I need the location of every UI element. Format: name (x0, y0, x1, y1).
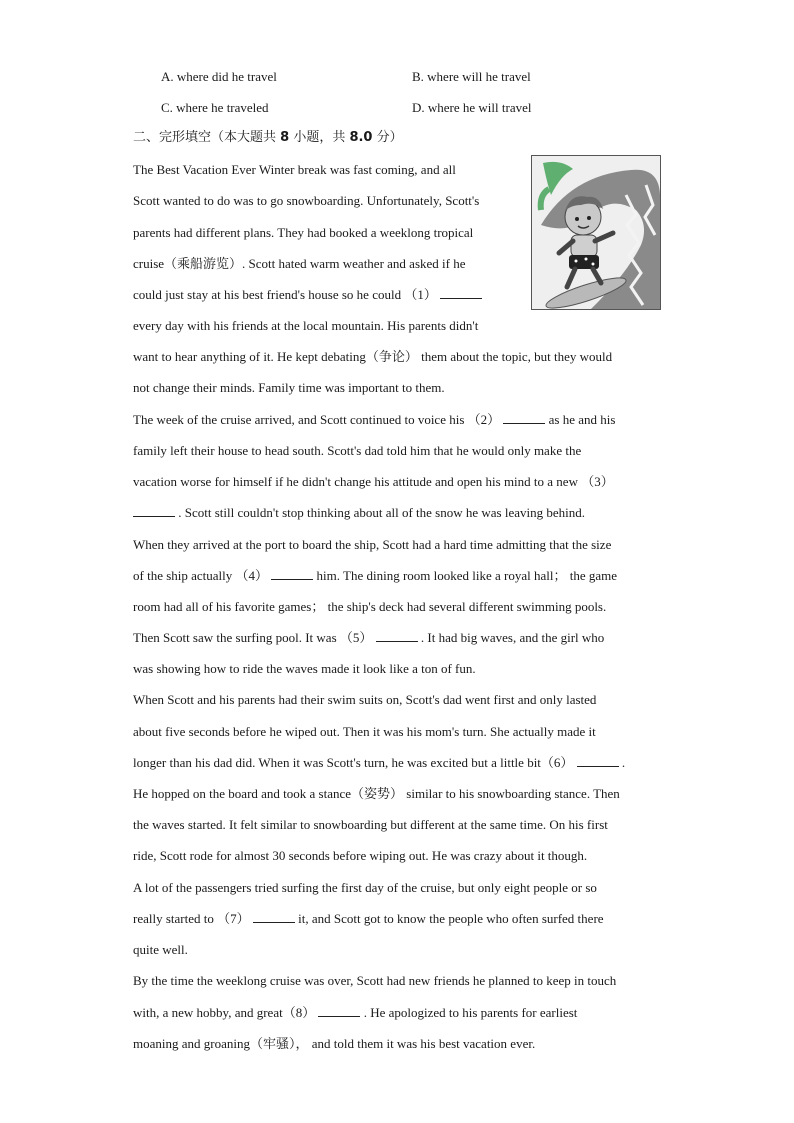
section-heading: 二、完形填空（本大题共 8 小题，共 8.0 分） (133, 130, 403, 145)
passage-text: quite well. (133, 942, 188, 957)
passage-text: the waves started. It felt similar to snowboarding but different at the same time. On his first (133, 817, 608, 832)
answer-blank[interactable] (440, 287, 482, 299)
passage-text: Then Scott saw the surfing pool. It was （5） (133, 630, 376, 645)
passage-line (133, 880, 597, 896)
passage-line (133, 755, 625, 771)
option-c: C. where he traveled (161, 100, 269, 115)
passage-line (133, 505, 585, 521)
passage-line (133, 162, 456, 178)
answer-blank[interactable] (376, 630, 418, 642)
passage-line (133, 817, 608, 833)
passage-line (133, 225, 473, 241)
answer-blank[interactable] (271, 568, 313, 580)
passage-text: vacation worse for himself if he didn't change his attitude and open his mind to a new （3） (133, 474, 614, 489)
passage-text: moaning and groaning（牢骚）， and told them it was his best vacation ever. (133, 1036, 536, 1051)
passage-text: really started to （7） (133, 911, 253, 926)
passage-line (133, 287, 482, 303)
passage-line (133, 1036, 535, 1052)
passage-text: room had all of his favorite games； the ship's deck had several different swimming pools. (133, 599, 607, 614)
passage-text: The week of the cruise arrived, and Scott continued to voice his （2） (133, 412, 504, 427)
passage-line (133, 537, 611, 553)
passage-text: about five seconds before he wiped out. Then it was his mom's turn. She actually made it (133, 724, 596, 739)
passage-text: it, and Scott got to know the people who often surfed there (294, 911, 604, 926)
answer-blank[interactable] (577, 755, 619, 767)
passage-text: every day with his friends at the local mountain. His parents didn't (133, 318, 479, 333)
passage-text: him. The dining room looked like a royal hall； the game (313, 568, 618, 583)
passage-text: When Scott and his parents had their swim suits on, Scott's dad went first and only lasted (133, 692, 597, 707)
passage-text: . It had big waves, and the girl who (417, 630, 605, 645)
passage-text: . Scott still couldn't stop thinking about all of the snow he was leaving behind. (175, 505, 585, 520)
passage-line (133, 412, 615, 428)
passage-text: A lot of the passengers tried surfing the first day of the cruise, but only eight people or so (133, 880, 597, 895)
passage-line (133, 848, 587, 864)
passage-line (133, 568, 617, 584)
passage-line (133, 474, 614, 490)
passage-line (133, 380, 445, 396)
passage-text: cruise（乘船游览）. Scott hated warm weather and asked if he (133, 256, 466, 271)
passage-text: could just stay at his best friend's house so he could （1） (133, 287, 441, 302)
passage-text: parents had different plans. They had booked a weeklong tropical (133, 225, 474, 240)
passage-line (133, 942, 188, 958)
passage-line (133, 349, 612, 365)
passage-text: The Best Vacation Ever Winter break was fast coming, and all (133, 162, 456, 177)
passage-line (133, 786, 620, 802)
passage-line (133, 256, 465, 272)
answer-blank[interactable] (133, 505, 175, 517)
passage-line (133, 443, 581, 459)
option-b: B. where will he travel (412, 69, 531, 84)
passage-text: of the ship actually （4） (133, 568, 272, 583)
passage-text: ride, Scott rode for almost 30 seconds before wiping out. He was crazy about it though. (133, 848, 588, 863)
answer-blank[interactable] (503, 412, 545, 424)
passage-text: want to hear anything of it. He kept debating（争论） them about the topic, but they would (133, 349, 613, 364)
passage-line (133, 1005, 577, 1021)
option-d: D. where he will travel (412, 100, 532, 115)
passage-line (133, 661, 476, 677)
passage-line (133, 911, 604, 927)
passage-text: He hopped on the board and took a stance（姿势） similar to his snowboarding stance. Then (133, 786, 620, 801)
passage-line (133, 692, 596, 708)
surfing-boy-illustration (531, 155, 661, 310)
answer-blank[interactable] (253, 911, 295, 923)
passage-text: When they arrived at the port to board the ship, Scott had a hard time admitting that the size (133, 537, 612, 552)
passage-line (133, 724, 596, 740)
passage-text: with, a new hobby, and great（8） (133, 1005, 319, 1020)
passage-text: family left their house to head south. Scott's dad told him that he would only make the (133, 443, 582, 458)
answer-blank[interactable] (318, 1005, 360, 1017)
passage-text: was showing how to ride the waves made it look like a ton of fun. (133, 661, 476, 676)
passage-text: as he and his (545, 412, 616, 427)
passage-text: Scott wanted to do was to go snowboarding. Unfortunately, Scott's (133, 193, 480, 208)
passage-text: longer than his dad did. When it was Scott's turn, he was excited but a little bit（6） (133, 755, 577, 770)
passage-line (133, 973, 616, 989)
passage-text: not change their minds. Family time was important to them. (133, 380, 445, 395)
option-a: A. where did he travel (161, 69, 277, 84)
passage-text: . (618, 755, 626, 770)
passage-line (133, 193, 479, 209)
passage-line (133, 630, 604, 646)
passage-text: . He apologized to his parents for earliest (360, 1005, 578, 1020)
passage-line (133, 599, 606, 615)
passage-text: By the time the weeklong cruise was over, Scott had new friends he planned to keep in touch (133, 973, 617, 988)
passage-line (133, 318, 478, 334)
